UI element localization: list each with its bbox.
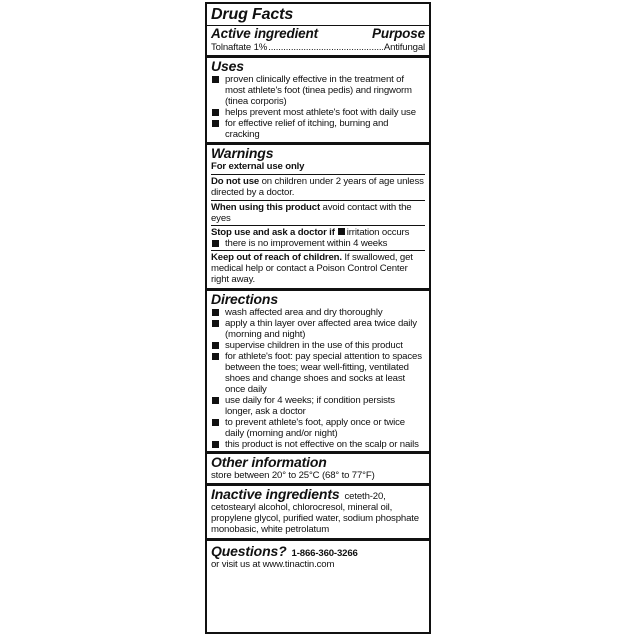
stop-use-warning: Stop use and ask a doctor if irritation occurs there is no improvement within 4 weeks	[211, 226, 425, 250]
warnings-heading: Warnings	[211, 145, 274, 161]
active-ingredient-name: Tolnaftate 1%	[211, 42, 268, 53]
inactive-ingredients: Inactive ingredients ceteth-20, cetostearyl alcohol, chlorocresol, mineral oil, propylene glycol, purified water, sodium phosphate monobasic, white petrolatum	[211, 486, 419, 535]
dot-leader	[268, 42, 383, 53]
when-using-warning: When using this product avoid contact with the eyes	[211, 202, 412, 224]
uses-list	[211, 74, 425, 140]
questions-section	[211, 543, 425, 570]
list-item: this product is not effective on the scalp or nails	[211, 439, 425, 450]
uses-heading: Uses	[211, 58, 244, 74]
phone-number[interactable]: 1-866-360-3266	[291, 548, 358, 559]
list-item: wash affected area and dry thoroughly	[211, 307, 425, 318]
other-information-heading: Other information	[211, 454, 327, 470]
list-item: apply a thin layer over affected area twice daily (morning and night)	[211, 318, 425, 340]
active-ingredient-heading: Active ingredient	[211, 26, 318, 41]
list-item: for effective relief of itching, burning and cracking	[211, 118, 425, 140]
drug-facts-title: Drug Facts	[211, 6, 294, 23]
external-use-note: For external use only	[211, 161, 305, 172]
active-ingredient-row	[211, 42, 425, 53]
questions-heading: Questions?	[211, 543, 287, 559]
storage-info: store between 20° to 25°C (68° to 77°F)	[211, 470, 375, 481]
directions-list	[211, 307, 425, 450]
active-ingredient-purpose: Antifungal	[383, 42, 425, 53]
do-not-use-warning: Do not use on children under 2 years of age unless directed by a doctor.	[211, 176, 424, 198]
list-item: helps prevent most athlete's foot with daily use	[211, 107, 425, 118]
website-link[interactable]: or visit us at www.tinactin.com	[211, 559, 335, 570]
list-item: for athlete's foot: pay special attention to spaces between the toes; wear well-fitting, ventilated shoes and change shoes and socks at least once daily	[211, 351, 425, 395]
list-item: proven clinically effective in the treatment of most athlete's foot (tinea pedis) and ringworm (tinea corporis)	[211, 74, 425, 107]
purpose-heading: Purpose	[372, 26, 425, 41]
list-item: supervise children in the use of this product	[211, 340, 425, 351]
inactive-ingredients-heading: Inactive ingredients	[211, 486, 340, 502]
list-item: there is no improvement within 4 weeks	[211, 238, 425, 249]
list-item: to prevent athlete's foot, apply once or twice daily (morning and/or night)	[211, 417, 425, 439]
directions-heading: Directions	[211, 291, 278, 307]
drug-facts-panel	[205, 2, 431, 634]
list-item: use daily for 4 weeks; if condition persists longer, ask a doctor	[211, 395, 425, 417]
active-ingredient-header	[211, 26, 425, 42]
keep-out-of-reach-warning: Keep out of reach of children. If swallowed, get medical help or contact a Poison Control Center right away.	[211, 252, 413, 285]
bullet-icon	[338, 228, 345, 235]
